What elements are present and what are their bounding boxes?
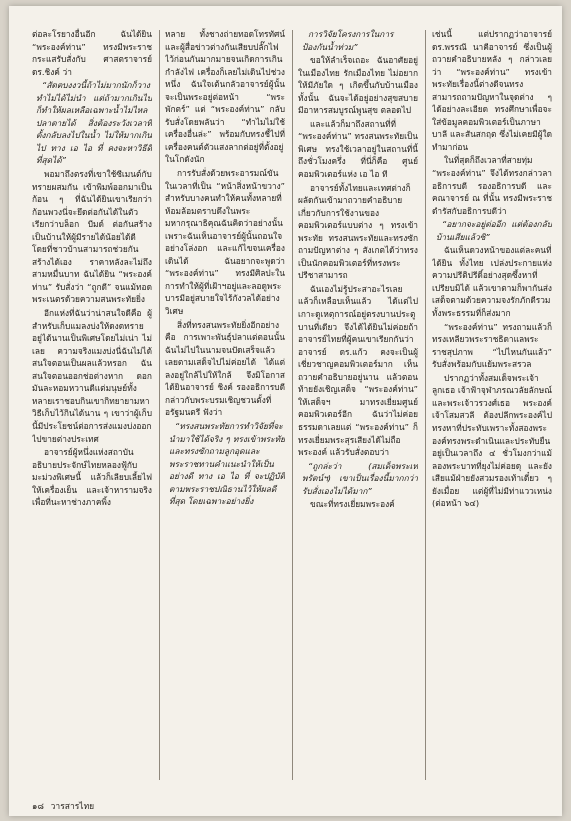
body-paragraph: “ทรงสนพระทัยการทำวิจัยที่จะนำมาใช้ได้จริง ๆ ทรงเข้าพระทัยและทรงซักถามลูกอุดและพระราชทานคำแนะนำให้เป็นอย่างดี ทาง เอ ไอ ที่ จะปฏิบัติตามพระราชปณิธานไว้ให้ผลดีที่สุด โดยเฉพาะอย่างยิ่ง — [169, 420, 285, 507]
body-paragraph: ฉันเห็นดวงหน้าของแต่ละคนที่ได้ยิน ทั้งไทย เปล่งประกายแห่งความปรีติปรีดิ์อย่างสุดซึ้งหาที่เปรียบมิได้ แล้วเขาตามก็พากันส่งเสด็จตามด้วยความจงรักภักดีรวมทั้งพระธรรมที่ก็ส่งมาก — [432, 245, 552, 319]
text-column-1 — [32, 28, 152, 774]
page-number: ๑๘ — [32, 802, 44, 812]
column-divider — [159, 30, 160, 780]
body-paragraph: เช่นนี้ แต่ปรากฏว่าอาจารย์ ดร.พรรณี นาคีอาจารย์ ซึ่งเป็นผู้ถวายคำอธิบายหลัง ๆ กล่าวเลยว่า “พระองค์ท่าน” ทรงเข้าพระทัยเรื่องนี้ต่างดีจนทรงสามารถถามปัญหาในจุดต่าง ๆ ได้อย่างละเอียด ทรงศึกษาเพื่อจะใส่ข้อมูลคอมพิวเตอร์เป็นภาษาบาลี และสันสกฤต ซึ่งไม่เคยมีผู้ใดทำมาก่อน — [432, 29, 552, 152]
body-paragraph: ขอให้ลำเร็จเถอะ ฉันอาศัยอยู่ในเมืองไทย รักเมืองไทย ไม่อยากให้มีภัยใด ๆ เกิดขึ้นกับบ้านเมืองทั้งนั้น ฉันจะได้อยู่อย่างสุขสบาย มีอาหารสมบูรณ์พูนสุข ตลอดไป — [298, 55, 418, 116]
column-divider — [292, 30, 293, 780]
body-paragraph: หลาย ทั้งชางถ่ายทอดโทรทัศน์และผู้สื่อข่าวต่างกันเสียบปลั๊กไฟไว้ก่อนกันมากมายจนเกิดการเกินกำลังไฟ เครื่องก็เลยไม่เดินไปช่วงหนึ่ง ฉันใจเต้นกลัวอาจารย์ผู้นั้นจะเป็นพระอยู่ต่อหน้า “พระพักตร์” แต่ “พระองค์ท่าน” กลับรับสั่งโดยพลันว่า “ทำไมไม่ใช้เครื่องอื่นล่ะ” พร้อมกับทรงชี้ไปที่เครื่องคนต์ตัวแสงลากต่อยู่ที่ตั้งอยู่ในโกดังนัก — [165, 29, 285, 165]
text-column-4 — [432, 28, 552, 774]
body-paragraph: อาจารย์ผู้หนึ่งแห่งสถาบันอธิบายประจักษ์ไทยหลองฟู้กับมะม่วงพิเศษนี้ แล้วก็เลียบเลี้ยไฟให้เครื่องเย็น และเจ้าหารามจริงเพื่อที่นะหาช่างภาคพิ้ง — [32, 447, 152, 508]
body-paragraph: อาจารย์ทั้งไทยและเทศต่างก็ผลัดกันเข้ามาถวายคำอธิบายเกี่ยวกับการใช้งานของคอมพิวเตอร์แบบต่าง ๆ ทรงเข้าพระทัย ทรงสนพระทัยและทรงซักถามปัญหาต่าง ๆ สังเกตได้ว่าทรงเป็นนักคอมพิวเตอร์ที่ทรงพระปรีชาสามารถ — [298, 182, 418, 281]
column-divider — [425, 30, 426, 780]
body-paragraph: อีกแห่งที่ฉันว่าน่าสนใจดีคือ ผู้สำหรับเก็บแมลงบ่งให้ดงดทรายอยู่ได้นานเป็นพิเศษโดยไม่เน่า ไม่เลย ความจริงแมงบ่งนี่ฉันไม่ได้สนใจตอนเป็นผลแล้วหรอก ฉันสนใจตอนออกช่อต่างหาก ดอกมันละหอมหวานดีแต่มนุษย์ทั้งหลายเราชอบกินเขากิทยายามหาวิธีเก็บไว้กินได้นาน ๆ เขาว่าผู้เก็บนี้มีประโยชน์ต่อการส่งแมงบ่งออกไปขายต่างประเทศ — [32, 308, 152, 444]
body-paragraph: “พระองค์ท่าน” ทรงถามแล้วก็ทรงเหลียวพระราชธิดาแลพระราชสุปภาพ “ไปไหนกันแล้ว” รับสั่งพร้อมกับแย้มพระสรวล — [432, 321, 552, 370]
text-column-3 — [298, 28, 418, 774]
body-paragraph: การวิจัยโครงการในการป้องกันน้ำท่วม” — [302, 29, 394, 52]
page-footer — [32, 799, 94, 813]
body-paragraph: ฉันเองไม่รู้ประสาอะไรเลย แล้วก็เหลือบเห็นแล้ว ได้แต่ไปเกาะดูเหตุการณ์อยู่ตรงบานประตูบานที่เดียว จึงได้ได้ยินไม่ค่อยถ้าอาจารย์ไทยที่ผู้คนเขาเรียกกันว่า อาจารย์ ดร.แก้ว คงจะเป็นผู้เชี่ยวชาญคอมพิวเตอร์มาก เห็นถวายคำอธิบายอยู่นาน แล้วตอนท้ายยังเชิญเสด็จ “พระองค์ท่าน” ให้เสด็จฯ มาทรงเยี่ยมศูนย์คอมพิวเตอร์อีก ฉันว่าไม่ค่อยธรรมดาเลยแต่ “พระองค์ท่าน” ก็ทรงเยี่ยมพระสุรเสียงได้ไม่ถือพระองค์ แล้วรับสั่งตอบว่า — [298, 283, 418, 458]
body-paragraph: “อยากจะอยู่ต่ออีก แต่ต้องกลับบ้านเสียแล้วซิ” — [436, 219, 552, 242]
body-paragraph: และแล้วก็มาถึงสถานที่ที่ “พระองค์ท่าน” ทรงสนพระทัยเป็นพิเศษ ทรงใช้เวลาอยู่ในสถานที่นี้ถึงชั่วโมงครึ่ง ที่นี่ก็คือ ศูนย์คอมพิวเตอร์แห่ง เอ ไอ ที — [298, 118, 418, 180]
body-paragraph: ขณะที่ทรงเยี่ยมพระองค์ — [310, 499, 395, 510]
text-column-2 — [165, 28, 285, 774]
body-paragraph: ปรากฏว่าทั้งสมเด็จพระเจ้าลูกเธอ เจ้าฟ้าจุฬาภรณวลัยลักษณ์ และพระเจ้าวรวงศ์เธอ พระองค์เจ้าโสมสวลี ต้องปลีกพระองค์ไปทรงหาที่ประทับเพราะทั้งสองพระองค์ทรงพระดำเนินและประทับยืนอยู่เป็นเวลาถึง ๔ ชั่วโมงกว่าแม้ลองพระบาทที่ยุงไม่ค่อยดุ และยังเสียแม้ฝ่ายยังสวมรองเท้าเดี๋ยว ๆ ยังเมื่อย แต่ผู้ที่ไม่มีท่าแววเหน่ง (ต่อหน้า ๖๔) — [432, 372, 552, 509]
body-paragraph: ต่อละโรยางอื่นอีก ฉันได้ยิน “พระองค์ท่าน” ทรงมีพระราชกระแสรับสั่งกับ ศาสตราจารย์ ดร.ชิงค์ ว่า — [32, 29, 152, 77]
body-paragraph: ในที่สุดก็ถึงเวลาที่สายทุ่ม “พระองค์ท่าน” จึงได้ทรงกล่าวลาอธิการบดี รองอธิการบดี และคณาจารย์ ณ ที่นั้น ทรงมีพระราชดำรัสกับอธิการบดีว่า — [432, 155, 552, 216]
body-paragraph: “สัตตบงงวนี้ถ้าไม่มากนักก็วางทำไม่ได้ไม่นำ แต่ถ้ามากเกินไปก็ทำให้ผลเหลือเฉพาะน้ำไม่ไหล ปลาตายได้ สิ่งต้องระวังเวลาที่ตั้งกลับลงไปในน้ำ ไม่ให้มากเกินไป ทาง เอ ไอ ที่ คงจะหาวิธีดีที่สุดได้” — [36, 80, 152, 166]
body-paragraph: การรับสั่งด้วยพระอารมณ์ขันในเวลาที่เป็น “หน้าสิ่งหน้าขวาง” สำหรับบางคนทำให้คนทั้งหลายที่ห้อมล้อมตราบดึงในพระมหากรุณาธิคุณฉันคิดว่าอย่างนั้น เพราะฉันเห็นอาจารย์ผู้นั้นถอนใจอย่างโล่งอก และแก้ไขจนเครื่องเดินได้ ฉันอยากจะพูดว่า “พระองค์ท่าน” ทรงมีศิลปะในการทำให้ผู้ที่เฝ้าฯอยู่และลอดูพระบารมีอยู่สบายใจไร้กังวลได้อย่างวิเศษ — [165, 168, 285, 317]
body-paragraph: พอมาถึงตรงที่เขาใช้ซีเมนต์กับทรายผสมกัน เข้าพิมพ์ออกมาเป็นก้อน ๆ ที่ฉันได้ยินเขาเรียกว่า ก้อนพวงนี่จะยึดต่อกันได้ในตัวเรียกว่าบล็อก บีมด์ ต่อกันสร้างเป็นบ้านให้ผู้มีรายได้น้อยได้ดี โดยที่ชาวบ้านสามารถช่วยกันสร้างได้เอง ราคาหลังละไม่ถึงสามหมื่นบาท ฉันได้ยิน “พระองค์ท่าน” รับสั่งว่า “ถูกดี” จนแม้ทอดพระเนตรด้วยความสนพระทัยยิ่ง — [32, 169, 152, 305]
publication-name: วารสารไทย — [50, 802, 95, 812]
magazine-page — [9, 6, 562, 816]
body-paragraph: สิ่งที่ทรงสนพระทัยยิ่งอีกอย่างคือ การเพาะพันธุ์ปลาแต่ตอนนั้นฉันไม่ไปในนามจนปัดเสร็จแล้ว เลยตามเสด็จไปไม่ค่อยได้ ได้แต่ลงอยู่ใกล้ไปให้ใกล้ จึงมิโอกาสได้ยินอาจารย์ ชิงค์ รองอธิการบดีกล่าวกับพระบรมเชิญชวนตั้งที่อรัฐมนตรี ฟังว่า — [165, 319, 285, 418]
body-paragraph: “ถูกล่ะว่า (สมเด็จพระเทพรัตน์ฯ) เขาเป็นเรื่องนี้มากกว่า รับสั่งเองไม่ได้มาก” — [302, 460, 418, 496]
